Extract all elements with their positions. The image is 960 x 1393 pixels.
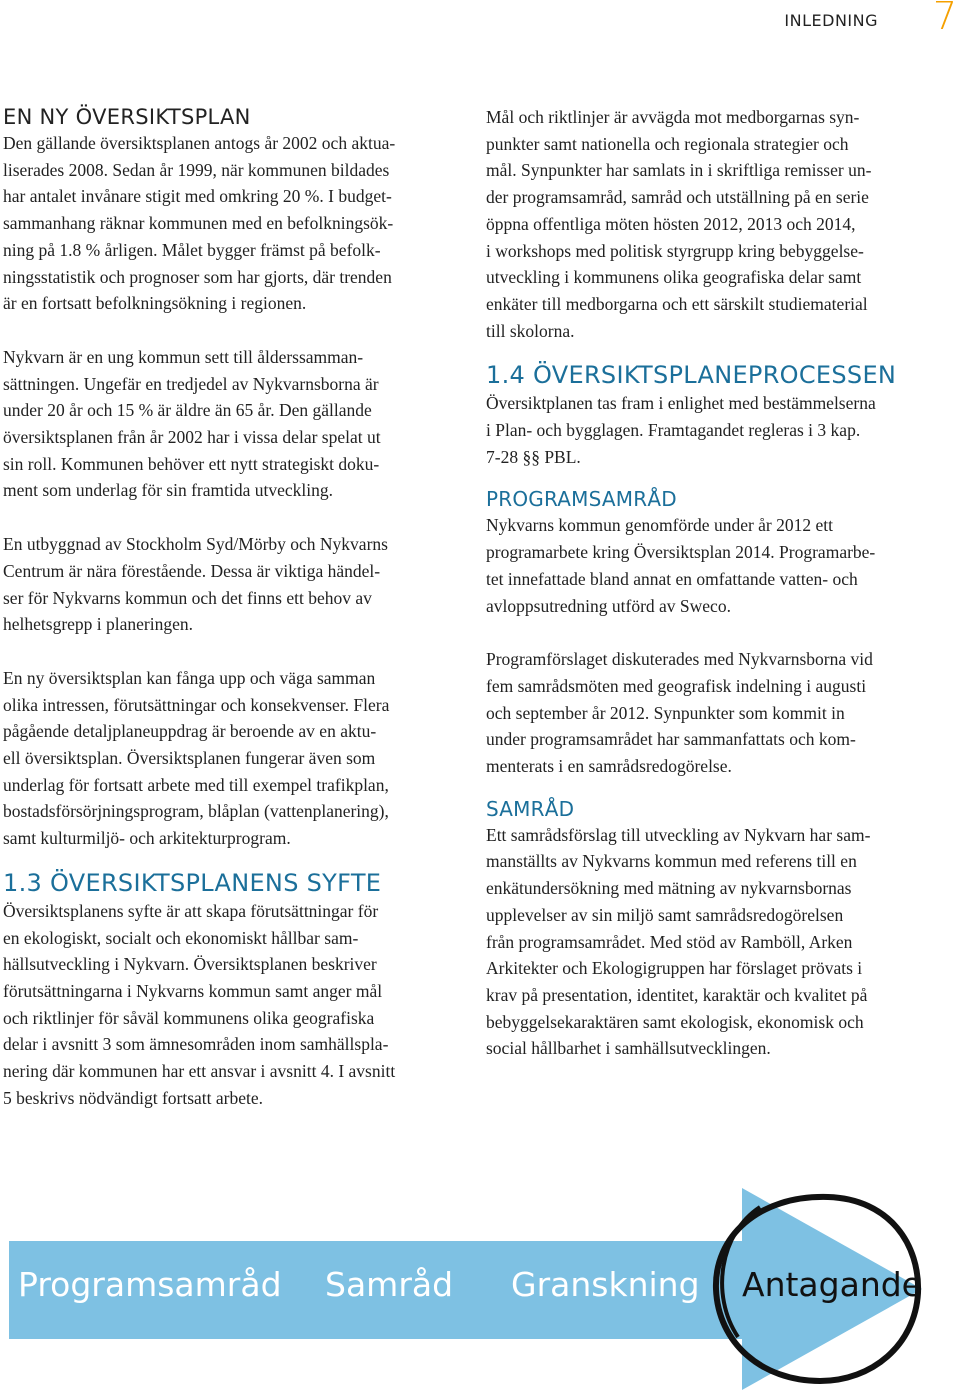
paragraph: Nykvarns kommun genomförde under år 2012 ett programarbete kring Översiktsplan 2014. Programarbe- tet innefattade bland annat en omfattande vatten- och avloppsutredning utförd av Sweco. — [486, 515, 876, 616]
page-header — [0, 0, 960, 60]
heading-syfte: 1.3 ÖVERSIKTSPLANENS SYFTE — [3, 868, 382, 897]
paragraph: Nykvarn är en ung kommun sett till ålderssamman- sättningen. Ungefär en tredjedel av Nykvarnsborna är under 20 år och 15 % är äldre än 65 år. Den gällande översiktsplanen från år 2002 har i vissa delar spelat ut sin roll. Kommunen behöver ett nytt strategiskt doku- ment som underlag för sin framtida utveckling. — [3, 346, 381, 501]
paragraph: Den gällande översiktsplanen antogs år 2002 och aktua- liserades 2008. Sedan år 1999, när kommunen bildades har antalet invånare stigit med omkring 20 %. I budget- sammanhang räknar kommunen med en befolkningsök- ning på 1.8 % årligen. Målet bygger främst på befolk- ningsstatistik och prognoser som har gjorts, där trenden är en fortsatt befolkningsökning i regionen. — [3, 133, 396, 314]
paragraph: En ny översiktsplan kan fånga upp och väga samman olika intressen, förutsättningar och konsekvenser. Flera pågående detaljplaneuppdrag är beroende av en aktu- ell översiktsplan. Översiktsplanen fungerar även som underlag för fortsatt arbete med till exempel trafikplan, bostadsförsörjningsprogram, blåplan (vattenplanering), samt kulturmiljö- och arkitekturprogram. — [3, 667, 390, 849]
step-samrad: Samråd — [325, 1265, 454, 1304]
step-granskning: Granskning — [511, 1265, 700, 1304]
page-number: 7 — [932, 0, 957, 38]
section-title: INLEDNING — [784, 11, 878, 30]
paragraph: Översiktsplanens syfte är att skapa förutsättningar för en ekologiskt, socialt och ekonomiskt hållbar sam- hällsutveckling i Nykvarn. Översiktsplanen beskriver förutsättningarna i Nykvarns kommun samt anger mål och riktlinjer för såväl kommunens olika geografiska delar i avsnitt 3 som ämnesområden inom samhällspla- nering där kommunen har ett ansvar i avsnitt 4. I avsnitt 5 beskrivs nödvändigt fortsatt arbete. — [3, 900, 396, 1108]
left-column — [3, 104, 463, 1112]
heading-processen: 1.4 ÖVERSIKTSPLANEPROCESSEN — [486, 361, 897, 390]
paragraph: Programförslaget diskuterades med Nykvarnsborna vid fem samrådsmöten med geografisk indelning i augusti och september år 2012. Synpunkter som kommit in under programsamrådet har sammanfattats och kom- menterats i en samrådsredogörelse. — [486, 649, 873, 777]
paragraph: Översiktplanen tas fram i enlighet med bestämmelserna i Plan- och bygglagen. Framtagandet regleras i 3 kap. 7-28 §§ PBL. — [486, 393, 876, 467]
heading-programsamrad: PROGRAMSAMRÅD — [486, 487, 677, 512]
paragraph: Mål och riktlinjer är avvägda mot medborgarnas syn- punkter samt nationella och regionala strategier och mål. Synpunkter har samlats in i skriftliga remisser un- der programsamråd, samråd och utställning på en serie öppna offentliga möten hösten 2012, 2013 och 2014, i workshops med politisk styrgrupp kring bebyggelse- utveckling i kommunens olika geografiska delar samt enkäter till medborgarna och ett särskilt studiematerial till skolorna. — [486, 107, 872, 341]
step-programsamrad: Programsamråd — [18, 1265, 282, 1304]
right-column — [486, 104, 946, 1062]
heading-samrad: SAMRÅD — [486, 796, 575, 821]
heading-ny-oversiktsplan: EN NY ÖVERSIKTSPLAN — [3, 105, 251, 129]
paragraph: Ett samrådsförslag till utveckling av Nykvarn har sam- manställts av Nykvarns kommun med referens till en enkätundersökning med mätning av nykvarnsbornas upplevelser av sin miljö samt samrådsredogörelsen från programsamrådet. Med stöd av Ramböll, Arken Arkitekter och Ekologigruppen har förslaget prövats i krav på presentation, identitet, karaktär och kvalitet på bebyggelsekaraktären samt ekologisk, ekonomisk och social hållbarhet i samhällsutvecklingen. — [486, 824, 871, 1059]
step-antagande: Antagande — [742, 1265, 922, 1304]
paragraph: En utbyggnad av Stockholm Syd/Mörby och Nykvarns Centrum är nära förestående. Dessa är viktiga händel- ser för Nykvarns kommun och det finns ett behov av helhetsgrepp i planeringen. — [3, 534, 388, 635]
